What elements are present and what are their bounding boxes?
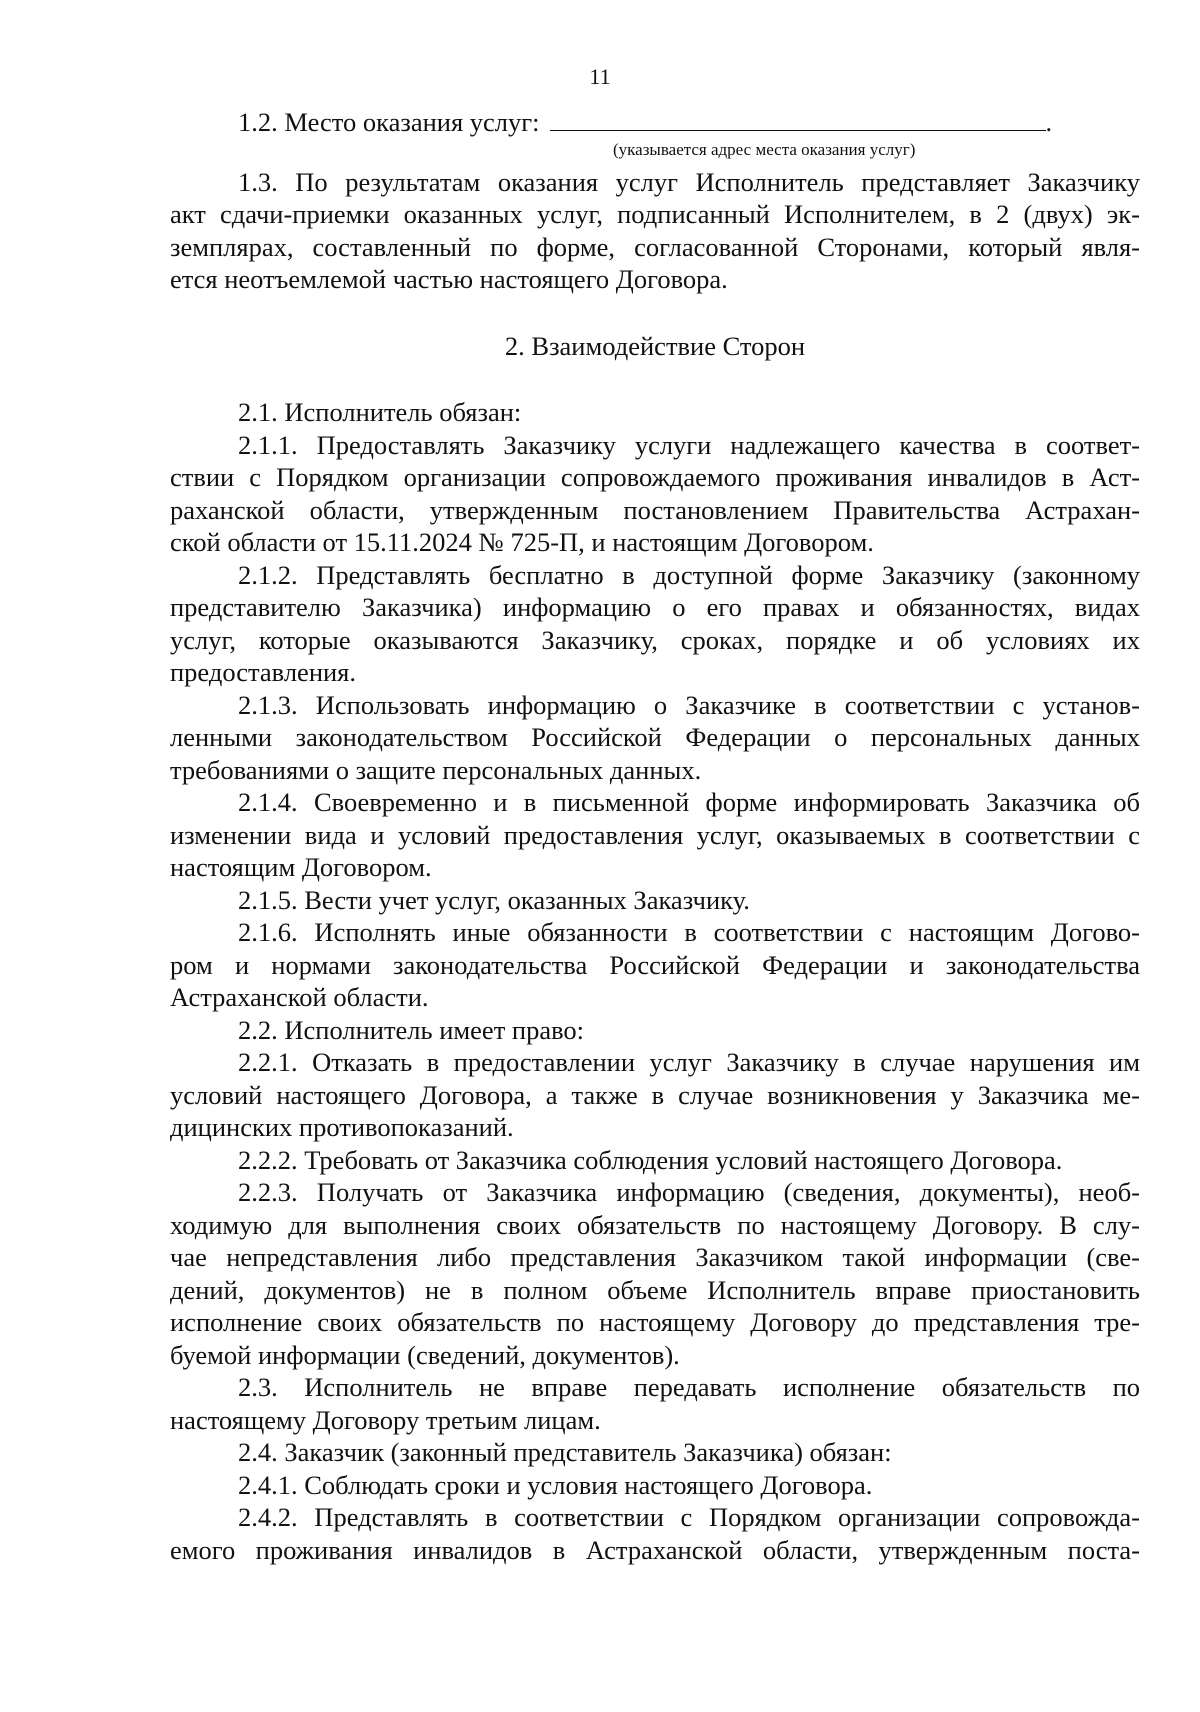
document-body xyxy=(170,106,1140,1566)
place-of-service-blank xyxy=(550,129,1046,131)
text-line: условий настоящего Договора, а также в случае возникновения у Заказчика ме- xyxy=(170,1079,1140,1110)
text-line: 2.2.1. Отказать в предоставлении услуг Заказчику в случае нарушения им xyxy=(238,1047,1140,1077)
text-line: 2.1.3. Использовать информацию о Заказчике в соответствии с установ- xyxy=(238,689,1140,720)
text-line: 2.4.1. Соблюдать сроки и условия настоящего Договора. xyxy=(238,1469,873,1500)
text-line: изменении вида и условий предоставления услуг, оказываемых в соответствии с xyxy=(170,819,1140,850)
text-line: дицинских противопоказаний. xyxy=(170,1112,514,1142)
text-line: 2.3. Исполнитель не вправе передавать исполнение обязательств по xyxy=(238,1372,1140,1402)
text-line: ром и нормами законодательства Российской Федерации и законодательства xyxy=(170,949,1140,980)
text-line: 2.1.6. Исполнять иные обязанности в соответствии с настоящим Догово- xyxy=(238,917,1140,947)
text-line: 2.1.4. Своевременно и в письменной форме информировать Заказчика об xyxy=(238,787,1140,817)
text-line: акт сдачи-приемки оказанных услуг, подписанный Исполнителем, в 2 (двух) эк- xyxy=(170,199,1140,229)
text-line: 2.1.5. Вести учет услуг, оказанных Заказчику. xyxy=(238,884,750,915)
text-line: 2.2. Исполнитель имеет право: xyxy=(238,1014,585,1045)
text-line: 2.1.2. Представлять бесплатно в доступной форме Заказчику (законному xyxy=(238,559,1140,590)
text-line: 2.1.1. Предоставлять Заказчику услуги надлежащего качества в соответ- xyxy=(238,429,1140,460)
place-of-service-label: 1.2. Место оказания услуг: xyxy=(238,107,540,137)
text-line: 2.2.3. Получать от Заказчика информацию (сведения, документы), необ- xyxy=(238,1177,1140,1207)
text-line: ствии с Порядком организации сопровождаемого проживания инвалидов в Аст- xyxy=(170,462,1140,492)
text-line: услуг, которые оказываются Заказчику, сроках, порядке и об условиях их xyxy=(170,624,1140,655)
text-line: емого проживания инвалидов в Астраханской области, утвержденным поста- xyxy=(170,1534,1140,1565)
text-line: дений, документов) не в полном объеме Исполнитель вправе приостановить xyxy=(170,1274,1140,1305)
place-of-service-hint: (указывается адрес места оказания услуг) xyxy=(613,139,916,159)
text-line: 2.2.2. Требовать от Заказчика соблюдения условий настоящего Договора. xyxy=(238,1144,1063,1175)
text-line: 2.4.2. Представлять в соответствии с Порядком организации сопровожда- xyxy=(238,1502,1140,1532)
text-line: 2.4. Заказчик (законный представитель Заказчика) обязан: xyxy=(238,1437,892,1467)
section-heading: 2. Взаимодействие Сторон xyxy=(504,330,806,361)
text-line: 1.3. По результатам оказания услуг Исполнитель представляет Заказчику xyxy=(238,166,1140,197)
text-line: исполнение своих обязательств по настоящему Договору до представления тре- xyxy=(170,1307,1140,1337)
text-line: требованиями о защите персональных данных. xyxy=(170,754,702,785)
place-of-service-line xyxy=(170,106,1140,139)
text-line: предоставления. xyxy=(170,657,356,687)
text-line: ской области от 15.11.2024 № 725-П, и настоящим Договором. xyxy=(170,527,874,557)
text-line: настоящим Договором. xyxy=(170,852,432,882)
text-line: буемой информации (сведений, документов). xyxy=(170,1339,680,1370)
text-line: 2.1. Исполнитель обязан: xyxy=(238,397,522,427)
text-line: представителю Заказчика) информацию о его правах и обязанностях, видах xyxy=(170,592,1140,622)
text-line: ется неотъемлемой частью настоящего Договора. xyxy=(170,264,728,294)
text-line: настоящему Договору третьим лицам. xyxy=(170,1404,601,1435)
paragraph-block-1 xyxy=(170,166,1140,296)
text-line: раханской области, утвержденным постановлением Правительства Астрахан- xyxy=(170,494,1140,525)
text-line: земплярах, составленный по форме, согласованной Сторонами, который явля- xyxy=(170,231,1140,262)
paragraph-block-2 xyxy=(170,396,1140,1566)
page-number: 11 xyxy=(589,64,611,89)
place-of-service-end: . xyxy=(1045,107,1053,137)
text-line: Астраханской области. xyxy=(170,982,429,1012)
text-line: ходимую для выполнения своих обязательств по настоящему Договору. В слу- xyxy=(170,1209,1140,1240)
text-line: ленными законодательством Российской Федерации о персональных данных xyxy=(170,722,1140,752)
text-line: чае непредставления либо представления Заказчиком такой информации (све- xyxy=(170,1242,1140,1272)
